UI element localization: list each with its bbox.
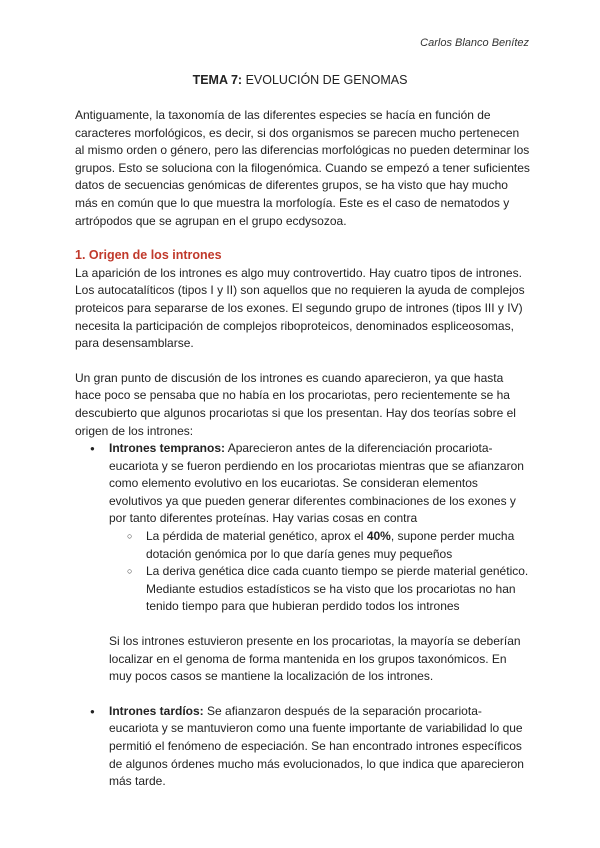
list-item-late-introns bbox=[75, 703, 530, 791]
list-item-genetic-drift bbox=[109, 563, 530, 616]
early-introns-text: Aparecieron antes de la diferenciación procariota-eucariota y se fueron perdiendo en los procariotas mientras que se afianzaron como elemento evolutivo en los eucariotas. Se consideran elementos evolutivos ya que pueden generar diferentes combinaciones de los exones y por tanto diferentes proteínas. Hay varias cosas en contra bbox=[109, 441, 524, 526]
author-name: Carlos Blanco Benítez bbox=[420, 37, 529, 49]
title-text: EVOLUCIÓN DE GENOMAS bbox=[242, 73, 408, 87]
term-early-introns: Intrones tempranos: bbox=[109, 441, 226, 456]
theory-list bbox=[75, 440, 530, 791]
section-paragraph-2: Un gran punto de discusión de los intrones es cuando aparecieron, ya que hasta hace poco se pensaba que no había en los procariotas, pero recientemente se ha descubierto que algunos procariotas si que los presentan. Hay dos teorías sobre el origen de los intrones: bbox=[75, 370, 516, 438]
intro-paragraph: Antiguamente, la taxonomía de las diferentes especies se hacía en función de caracteres morfológicos, es decir, si dos organismos se parecen mucho pertenecen al mismo orden o género, pero las diferencias morfológicas no pueden determinar los grupos. Esto se soluciona con la filogenómica. Cuando se empezó a tener suficientes datos de secuencias genómicas de diferentes grupos, se ha visto que hay mucho más en común que lo que muestra la morfología. Este es el caso de nematodos y artrópodos que se agrupan en el grupo ecdysozoa. bbox=[75, 108, 530, 228]
genetic-loss-text: La pérdida de material genético, aprox el bbox=[146, 529, 367, 544]
objections-list bbox=[109, 528, 530, 616]
section-heading: 1. Origen de los intrones bbox=[75, 248, 222, 263]
early-introns-conclusion: Si los intrones estuvieron presente en los procariotas, la mayoría se deberían localizar en el genoma de forma mantenida en los grupos taxonómicos. En muy pocos casos se mantiene la localización de los intrones. bbox=[109, 634, 521, 684]
section-paragraph-1: La aparición de los intrones es algo muy controvertido. Hay cuatro tipos de intrones. Los autocatalíticos (tipos I y II) son aquellos que no requieren la ayuda de complejos proteicos para separarse de los exones. El segundo grupo de intrones (tipos III y IV) necesita la participación de complejos riboproteicos, denominados espliceosomas, para desensamblarse. bbox=[75, 265, 525, 351]
genetic-loss-percent: 40% bbox=[366, 529, 391, 544]
page-title bbox=[0, 73, 600, 87]
genetic-drift-text: La deriva genética dice cada cuanto tiempo se pierde material genético. Mediante estudios estadísticos se ha visto que los procariotas no han tenido tiempo para que hubieran perdido todos los intrones bbox=[146, 564, 529, 614]
late-introns-text: Se afianzaron después de la separación procariota-eucariota y se mantuvieron como una fuente importante de variabilidad lo que permitió el fenómeno de especiación. Se han encontrado intrones específicos de algunos órdenes mucho más evolucionados, lo que indica que aparecieron más tarde. bbox=[109, 703, 524, 789]
term-late-introns: Intrones tardíos: bbox=[109, 703, 204, 718]
list-item-genetic-loss bbox=[109, 528, 530, 563]
document-body bbox=[75, 107, 530, 791]
list-item-early-introns bbox=[75, 440, 530, 703]
genetic-loss-text-end: , supone perder mucha dotación genómica por lo que daría genes muy pequeños bbox=[146, 529, 515, 561]
title-label: TEMA 7: bbox=[192, 73, 243, 87]
